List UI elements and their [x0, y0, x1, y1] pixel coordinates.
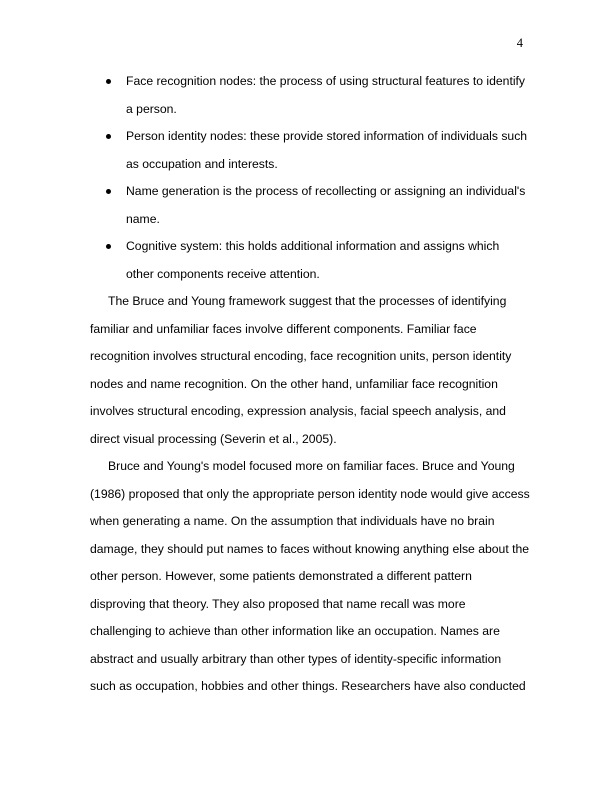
- bullet-icon: [106, 189, 111, 194]
- bullet-icon: [106, 134, 111, 139]
- bullet-icon: [106, 244, 111, 249]
- bullet-item-face-recognition-nodes: [90, 68, 530, 123]
- bullet-item-name-generation: [90, 178, 530, 233]
- page-number: 4: [516, 36, 523, 50]
- bullet-text: Name generation is the process of recollecting or assigning an individual's name.: [126, 184, 526, 226]
- bullet-text: Person identity nodes: these provide stored information of individuals such as occupation and interests.: [126, 129, 528, 171]
- bullet-item-person-identity-nodes: [90, 123, 530, 178]
- bullet-text: Cognitive system: this holds additional information and assigns which other components receive attention.: [126, 239, 500, 281]
- paragraph-bruce-young-framework: The Bruce and Young framework suggest that the processes of identifying familiar and unfamiliar faces involve different components. Familiar face recognition involves structural encoding, face recognition units, person identity nodes and name recognition. On the other hand, unfamiliar face recognition involves structural encoding, expression analysis, facial speech analysis, and direct visual processing (Severin et al., 2005).: [90, 294, 512, 446]
- bullet-list: [90, 68, 530, 288]
- body-text: [90, 68, 530, 701]
- paragraph-familiar-faces-model: Bruce and Young's model focused more on familiar faces. Bruce and Young (1986) proposed that only the appropriate person identity node would give access when generating a name. On the assumption that individuals have no brain damage, they should put names to faces without knowing anything else about the other person. However, some patients demonstrated a different pattern disproving that theory. They also proposed that name recall was more challenging to achieve than other information like an occupation. Names are abstract and usually arbitrary than other types of identity-specific information such as occupation, hobbies and other things. Researchers have also conducted: [90, 459, 530, 693]
- bullet-text: Face recognition nodes: the process of using structural features to identify a person.: [126, 74, 526, 116]
- bullet-item-cognitive-system: [90, 233, 530, 288]
- bullet-icon: [106, 79, 111, 84]
